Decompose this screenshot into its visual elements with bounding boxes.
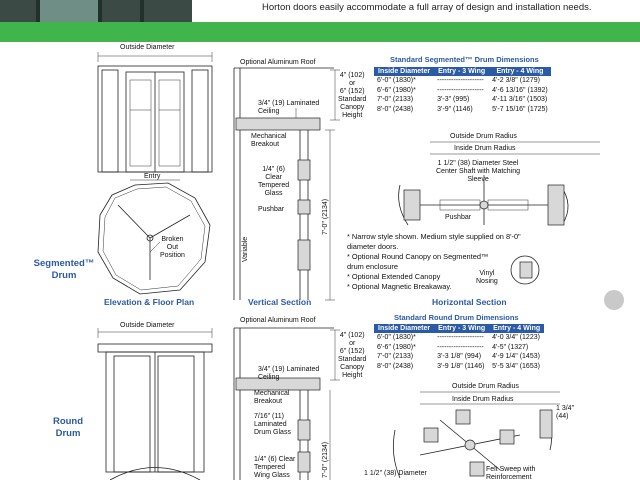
segmented-floor-plan-drawing [98,180,210,294]
table-row: 7'-0" (2133) 3'-3" (995) 4'-11 3/16" (1503) [377,96,548,103]
round-th-inside: Inside Diameter [374,324,434,333]
seg-table-title: Standard Segmented™ Drum Dimensions [390,55,539,64]
round-vert-canopy: 4" (102) or 6" (152) Standard Canopy Height [338,332,367,379]
seg-vert-height: 7'-0" (2134) [322,198,329,235]
page-scroll-indicator[interactable] [604,290,624,310]
seg-elev-outside-diameter: Outside Diameter [120,44,175,51]
round-drum-title: Round Drum [52,416,84,439]
seg-horiz-vinyl: Vinyl Nosing [476,270,498,285]
seg-dimensions-table [374,67,551,114]
table-row: 6'-0" (1830)* -------------------- 4'-0 3/4" (1223) [377,334,540,341]
table-row: 6'-6" (1980)* -------------------- 4'-6 13/16" (1392) [377,86,548,94]
table-row: 6'-0" (1830)* -------------------- 4'-2 3/8" (1279) [377,77,540,84]
round-horiz-outside-radius: Outside Drum Radius [452,383,519,390]
round-vert-height: 7'-0" (2134) [322,441,329,478]
table-row: 6'-6" (1980)* -------------------- 4'-5" (1327) [377,343,529,351]
seg-floor-entry-label: Entry [144,173,161,180]
seg-horizontal-caption: Horizontal Section [432,297,507,307]
round-elev-outside-diameter: Outside Diameter [120,322,175,329]
seg-th-inside: Inside Diameter [374,67,434,76]
table-row: 7'-0" (2133) 3'-3 1/8" (994) 4'-9 1/4" (1453) [377,353,540,360]
round-vert-ceiling: 3/4" (19) Laminated Ceiling [258,366,320,381]
seg-horiz-outside-radius: Outside Drum Radius [450,133,517,140]
seg-th-4wing: Entry - 4 Wing [489,67,551,76]
table-row: 8'-0" (2438) 3'-9" (1146) 5'-7 15/16" (1725) [377,105,548,113]
round-th-4wing: Entry - 4 Wing [489,324,544,333]
segmented-drum-title: Segmented™ Drum [33,258,95,281]
round-elevation-drawing [98,328,212,480]
header-tagline: Horton doors easily accommodate a full array of design and installation needs. [262,2,592,13]
round-table-title: Standard Round Drum Dimensions [394,313,519,322]
round-horiz-offset: 1 3/4" (44) [556,405,575,420]
round-horiz-shaft: 1 1/2" (38) Diameter [364,470,427,477]
seg-vertical-caption: Vertical Section [248,297,312,307]
round-horiz-inside-radius: Inside Drum Radius [452,396,514,403]
table-row: 8'-0" (2438) 3'-9 1/8" (1146) 5'-5 3/4" (1653) [377,362,540,370]
seg-vert-glass: 1/4" (6) Clear Tempered Glass [258,166,290,197]
segmented-elevation-drawing [98,52,212,172]
round-th-3wing: Entry - 3 Wing [434,324,489,333]
seg-horiz-pushbar: Pushbar [445,214,472,221]
seg-vert-variable: Variable [242,236,249,262]
seg-vert-breakout: Mechanical Breakout [251,133,287,148]
seg-th-3wing: Entry - 3 Wing [434,67,489,76]
seg-horiz-shaft: 1 1/2" (38) Diameter Steel Center Shaft with Matching Sleeve [436,160,521,183]
round-vert-drum-glass: 7/16" (11) Laminated Drum Glass [254,413,291,436]
seg-elevation-caption: Elevation & Floor Plan [104,297,195,307]
seg-vert-roof: Optional Aluminum Roof [240,59,316,66]
seg-vert-canopy: 4" (102) or 6" (152) Standard Canopy Height [338,72,367,119]
round-vert-wing-glass: 1/4" (6) Clear Tempered Wing Glass [254,456,296,479]
segmented-notes: * Narrow style shown. Medium style supplied on 8'-0" diameter doors. * Optional Round Canopy on Segmented™ drum enclosure * Optional Extended Canopy * Optional Magnetic Breakaway. [347,232,521,291]
seg-horiz-inside-radius: Inside Drum Radius [454,145,516,152]
round-vert-breakout: Mechanical Breakout [254,390,290,405]
round-vert-roof: Optional Aluminum Roof [240,317,316,324]
seg-broken-out-label: Broken Out Position [160,236,185,259]
seg-vert-pushbar: Pushbar [258,206,285,213]
round-dimensions-table [374,324,544,371]
round-horiz-felt: Felt Sweep with Reinforcement [486,466,536,481]
seg-vert-ceiling: 3/4" (19) Laminated Ceiling [258,100,320,115]
